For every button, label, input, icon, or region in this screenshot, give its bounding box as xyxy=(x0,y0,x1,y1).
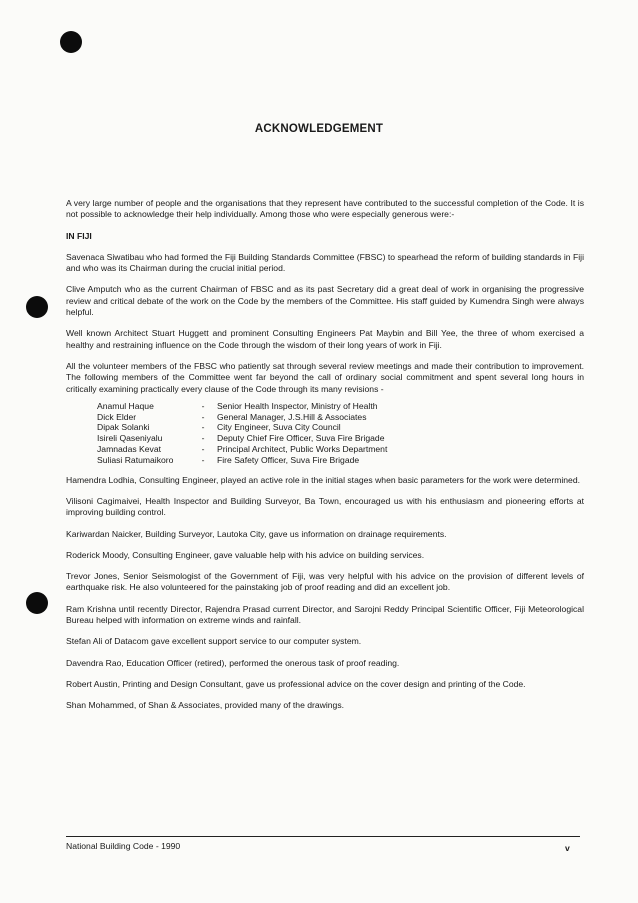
paragraph: Stefan Ali of Datacom gave excellent support service to our computer system. xyxy=(66,636,362,647)
member-dash: - xyxy=(201,433,205,444)
member-name: Dick Elder xyxy=(97,411,137,422)
paragraph: Robert Austin, Printing and Design Consultant, gave us professional advice on the cover design and printing of the Code. xyxy=(66,678,526,689)
binder-hole-top xyxy=(60,31,82,53)
member-row xyxy=(97,444,387,455)
paragraph: Roderick Moody, Consulting Engineer, gave valuable help with his advice on building services. xyxy=(66,549,425,560)
footer-rule xyxy=(66,836,580,837)
member-role: General Manager, J.S.Hill & Associates xyxy=(217,411,367,422)
member-role: Fire Safety Officer, Suva Fire Brigade xyxy=(217,454,360,465)
member-row xyxy=(97,455,387,466)
paragraph: Kariwardan Naicker, Building Surveyor, Lautoka City, gave us information on drainage requirements. xyxy=(66,528,447,539)
member-dash: - xyxy=(201,444,205,455)
committee-members-list xyxy=(97,401,387,466)
member-row xyxy=(97,412,387,423)
member-dash: - xyxy=(201,422,205,433)
section-heading: IN FIJI xyxy=(66,230,92,241)
page-number: v xyxy=(565,843,570,853)
member-role: Principal Architect, Public Works Department xyxy=(217,444,388,455)
paragraph: Well known Architect Stuart Huggett and prominent Consulting Engineers Pat Maybin and Bill Yee, the three of whom exercised a healthy and restraining influence on the Code through the wisdom of their long years of work in Fiji. xyxy=(66,328,584,350)
paragraph: All the volunteer members of the FBSC who patiently sat through several review meetings and made their contribution to improvement. The following members of the Committee went far beyond the call of ordinary social commitment and spent several long hours in critically examining practically every clause of the Code through its many revisions - xyxy=(66,360,584,394)
intro-paragraph: A very large number of people and the organisations that they represent have contributed to the successful completion of the Code. It is not possible to acknowledge their help individually. Among those who were especially generous were:- xyxy=(66,198,584,220)
member-row xyxy=(97,433,387,444)
member-role: Senior Health Inspector, Ministry of Health xyxy=(217,400,378,411)
paragraph: Vilisoni Cagimaivei, Health Inspector and Building Surveyor, Ba Town, encouraged us with his enthusiasm and pioneering efforts at improving building control. xyxy=(66,495,584,518)
binder-hole-bottom xyxy=(26,592,48,614)
member-dash: - xyxy=(201,411,205,422)
paragraph: Shan Mohammed, of Shan & Associates, provided many of the drawings. xyxy=(66,700,345,711)
paragraph: Hamendra Lodhia, Consulting Engineer, played an active role in the initial stages when basic parameters for the work were determined. xyxy=(66,474,581,485)
paragraph: Clive Amputch who as the current Chairman of FBSC and as its past Secretary did a great deal of work in organising the progressive review and critical debate of the work on the Code by the members of the Committee. His staff guided by Kumendra Singh were always helpful. xyxy=(66,284,584,318)
member-name: Jamnadas Kevat xyxy=(97,444,162,455)
member-dash: - xyxy=(201,454,205,465)
page-title: ACKNOWLEDGEMENT xyxy=(254,123,384,135)
page-body xyxy=(66,198,584,722)
paragraph: Trevor Jones, Senior Seismologist of the Government of Fiji, was very helpful with his advice on the provision of different levels of earthquake risk. He also volunteered for the painstaking job of proof reading and did an excellent job. xyxy=(66,571,584,593)
member-dash: - xyxy=(201,400,205,411)
member-name: Suliasi Ratumaikoro xyxy=(97,454,174,465)
member-row xyxy=(97,422,387,433)
member-name: Dipak Solanki xyxy=(97,422,150,433)
member-role: Deputy Chief Fire Officer, Suva Fire Brigade xyxy=(217,433,385,444)
member-name: Anamul Haque xyxy=(97,400,154,411)
member-role: City Engineer, Suva City Council xyxy=(217,422,341,433)
member-name: Isireli Qaseniyalu xyxy=(97,433,163,444)
paragraph: Savenaca Siwatibau who had formed the Fiji Building Standards Committee (FBSC) to spearhead the reform of building standards in Fiji and who was its Chairman during the crucial initial period. xyxy=(66,251,584,274)
footer-document-title: National Building Code - 1990 xyxy=(66,841,181,851)
member-row xyxy=(97,401,387,412)
paragraph: Davendra Rao, Education Officer (retired), performed the onerous task of proof reading. xyxy=(66,657,400,668)
paragraph: Ram Krishna until recently Director, Rajendra Prasad current Director, and Sarojni Reddy Principal Scientific Officer, Fiji Meteorological Bureau helped with information on extreme winds and rainfall. xyxy=(66,603,584,626)
binder-hole-middle xyxy=(26,296,48,318)
